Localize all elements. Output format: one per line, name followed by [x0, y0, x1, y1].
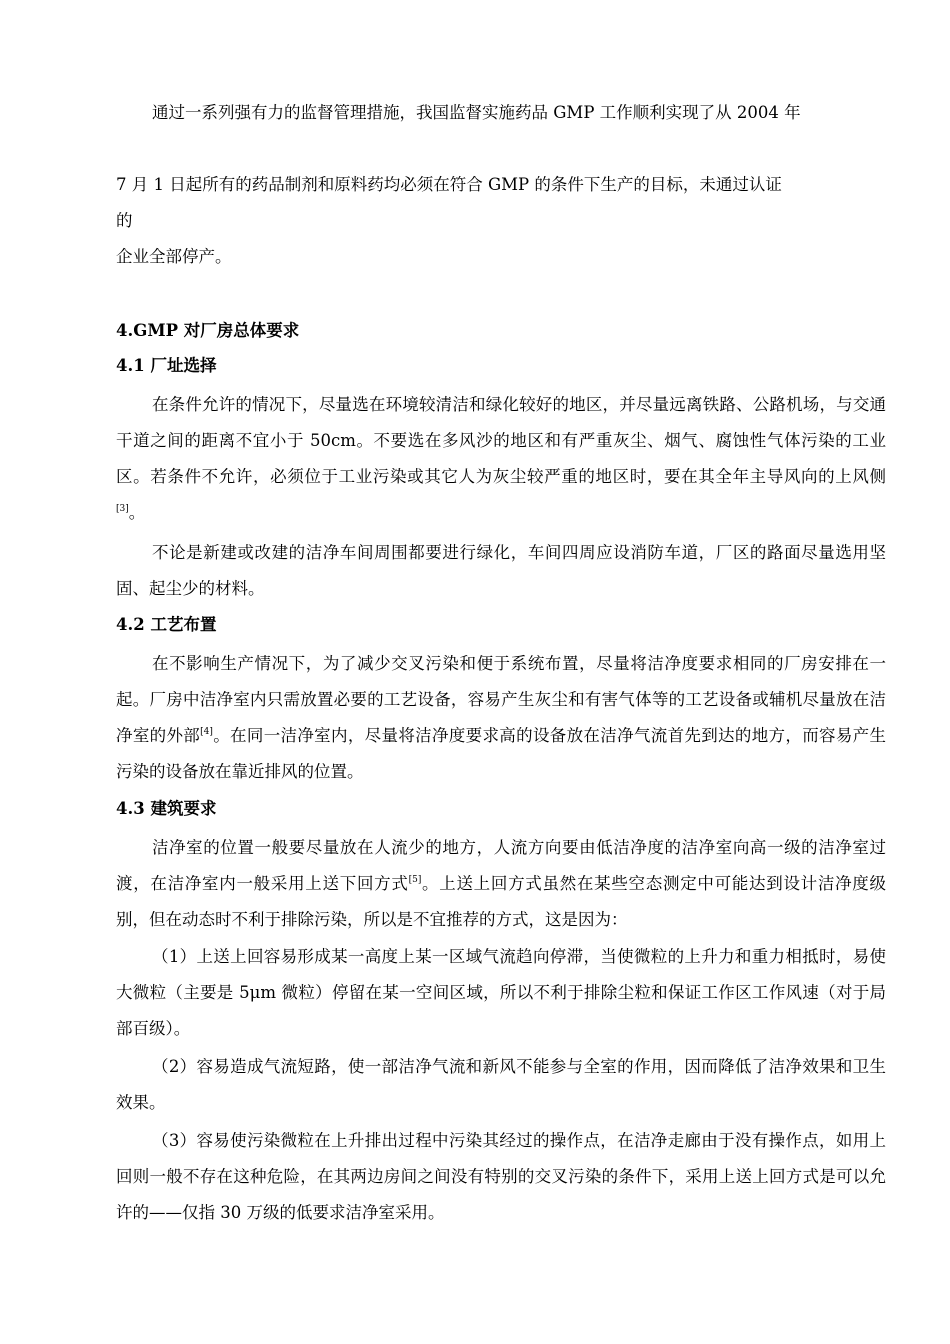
list-item-3: （3）容易使污染微粒在上升排出过程中污染其经过的操作点，在洁净走廊由于没有操作点，如用上回则一般不存在这种危险，在其两边房间之间没有特别的交叉污染的条件下，采用上送上回方式是可以允许的——仅指 30 万级的低要求洁净室采用。: [116, 1131, 886, 1222]
intro-line-1: 通过一系列强有力的监督管理措施，我国监督实施药品 GMP 工作顺利实现了从 2004 年: [152, 103, 801, 122]
intro-line-3: 的: [116, 211, 133, 230]
list-item-2: （2）容易造成气流短路，使一部洁净气流和新风不能参与全室的作用，因而降低了洁净效果和卫生效果。: [116, 1057, 886, 1112]
section-4-1-heading: 4.1 厂址选择: [116, 356, 217, 375]
citation-4: [4]: [200, 727, 213, 737]
section-4-3-paragraph-1: 洁净室的位置一般要尽量放在人流少的地方，人流方向要由低洁净度的洁净室向高一级的洁净室过渡，在洁净室内一般采用上送下回方式[5]。上送上回方式虽然在某些空态测定中可能达到设计洁净度级别，但在动态时不利于排除污染，所以是不宜推荐的方式，这是因为：: [116, 838, 887, 929]
section-4-1-paragraph-2: 不论是新建或改建的洁净车间周围都要进行绿化，车间四周应设消防车道，厂区的路面尽量选用坚固、起尘少的材料。: [116, 543, 886, 598]
intro-line-2: 7 月 1 日起所有的药品制剂和原料药均必须在符合 GMP 的条件下生产的目标，未通过认证: [116, 175, 782, 194]
citation-5: [5]: [408, 875, 422, 885]
section-4-3-heading: 4.3 建筑要求: [116, 799, 217, 818]
intro-line-4: 企业全部停产。: [116, 247, 232, 266]
section-4-1-paragraph-1: 在条件允许的情况下，尽量选在环境较清洁和绿化较好的地区，并尽量远离铁路、公路机场，与交通干道之间的距离不宜小于 50cm。不要选在多风沙的地区和有严重灰尘、烟气、腐蚀性气体污染的工业区。若条件不允许，必须位于工业污染或其它人为灰尘较严重的地区时，要在其全年主导风向的上风侧[3]。: [116, 395, 886, 522]
section-4-2-heading: 4.2 工艺布置: [116, 615, 217, 634]
citation-3: [3]: [116, 504, 129, 514]
section-4-2-paragraph-1: 在不影响生产情况下，为了减少交叉污染和便于系统布置，尽量将洁净度要求相同的厂房安排在一起。厂房中洁净室内只需放置必要的工艺设备，容易产生灰尘和有害气体等的工艺设备或辅机尽量放在洁净室的外部[4]。在同一洁净室内，尽量将洁净度要求高的设备放在洁净气流首先到达的地方，而容易产生污染的设备放在靠近排风的位置。: [116, 654, 887, 781]
section-4-heading: 4.GMP 对厂房总体要求: [116, 321, 300, 340]
list-item-1: （1）上送上回容易形成某一高度上某一区域气流趋向停滞，当使微粒的上升力和重力相抵时，易使大微粒（主要是 5μm 微粒）停留在某一空间区域，所以不利于排除尘粒和保证工作区工作风速（对于局部百级）。: [116, 947, 886, 1038]
